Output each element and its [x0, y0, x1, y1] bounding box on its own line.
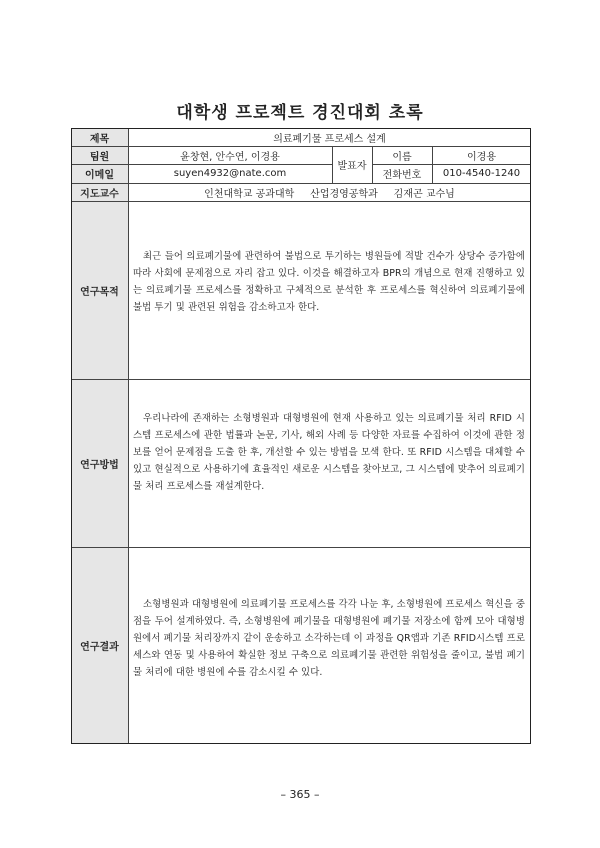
email-value: suyen4932@nate.com	[173, 168, 287, 179]
name-label: 이름	[392, 151, 412, 163]
result-label: 연구결과	[71, 547, 128, 744]
phone-value: 010-4540-1240	[442, 168, 521, 179]
presenter-label: 발표자	[337, 161, 367, 172]
email-label: 이메일	[71, 164, 128, 183]
team-label: 팀원	[71, 146, 128, 164]
subject-value: 의료폐기물 프로세스 설계	[273, 133, 386, 145]
name-value: 이경용	[467, 151, 496, 163]
method-text: 우리나라에 존재하는 소형병원과 대형병원에 현재 사용하고 있는 의료폐기물 처리 RFID 시스템 프로세스에 관한 법률과 논문, 기사, 해외 사례 등 다양한 자료를 수집하여 이것에 관한 정보를 얻어 문제점을 도출 한 후, 개선할 수 있는 방법을 모색 한다. 또 RFID 시스템을 대체할 수 있고 현실적으로 사용하기에 효율적인 새로운 시스템을 찾아보고, 그 시스템에 맞추어 의료폐기물 처리 프로세스를 재설계한다.	[133, 413, 525, 492]
advisor-value: 인천대학교 공과대학 산업경영공학과 김재곤 교수님	[204, 188, 455, 200]
method-label: 연구방법	[71, 379, 128, 547]
purpose-text: 최근 들어 의료폐기물에 관련하여 불법으로 투기하는 병원들에 적발 건수가 상당수 증가함에 따라 사회에 문제점으로 자리 잡고 있다. 이것을 해결하고자 BPR의 개념으로 현재 진행하고 있는 의료폐기물 프로세스를 정확하고 구체적으로 분석한 후 프로세스를 혁신하여 의료폐기물에 불법 투기 및 관련된 위험을 감소하고자 한다.	[133, 251, 525, 313]
phone-label: 전화번호	[382, 170, 422, 181]
abstract-form	[71, 128, 531, 744]
purpose-label: 연구목적	[71, 201, 128, 379]
document-title: 대학생 프로젝트 경진대회 초록	[176, 103, 424, 123]
result-text: 소형병원과 대형병원에 의료폐기물 프로세스를 각각 나눈 후, 소형병원에 프로세스 혁신을 중점을 두어 설계하였다. 즉, 소형병원에 폐기물을 대형병원에 폐기물 저장소에 함께 모아 대형병원에서 폐기물 처리장까지 같이 운송하고 소각하는데 이 과정을 QR앱과 기존 RFID시스템 프로세스와 연동 및 사용하여 확실한 정보 구축으로 의료폐기물 관련한 위험성을 줄이고, 불법 폐기물 처리에 대한 병원에 수를 감소시킬 수 있다.	[133, 599, 525, 678]
page-number: – 365 –	[280, 788, 320, 801]
table-border	[71, 128, 531, 744]
advisor-label: 지도교수	[71, 183, 128, 201]
team-value: 윤창현, 안수연, 이경용	[180, 151, 280, 163]
subject-label: 제목	[71, 128, 128, 146]
